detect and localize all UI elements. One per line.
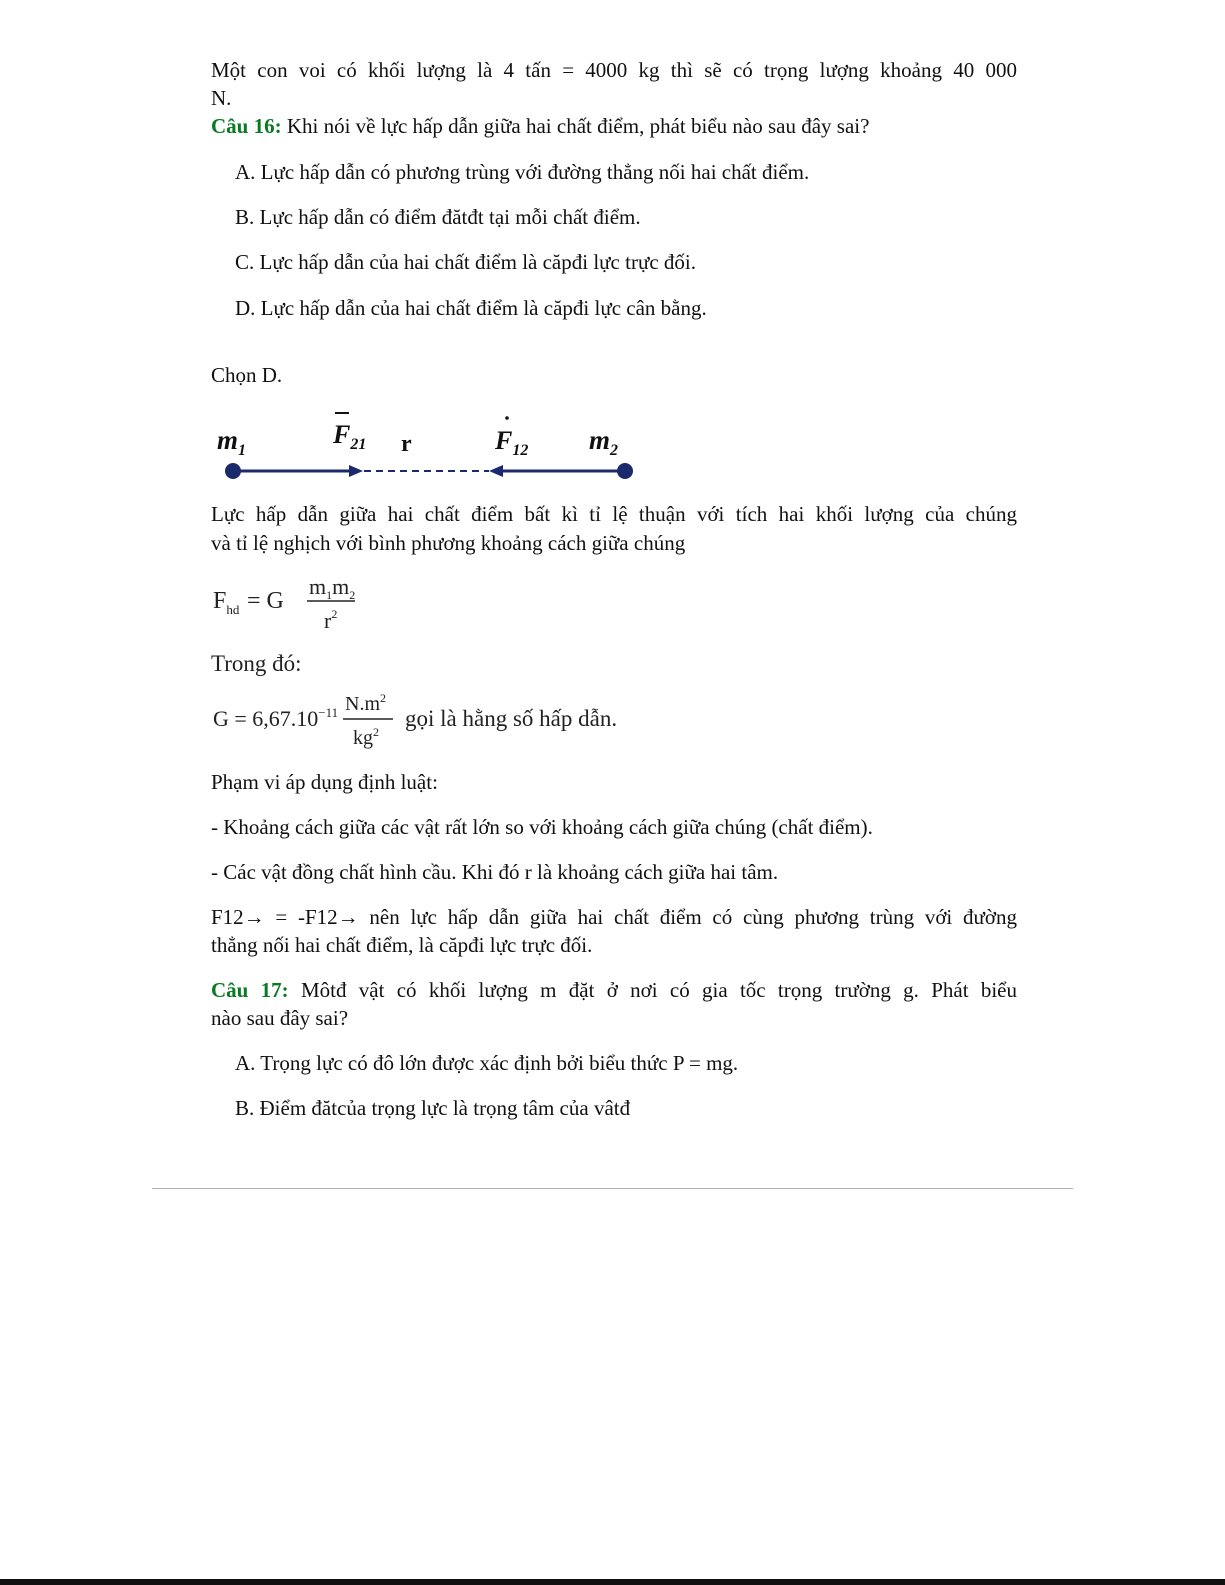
- question-17-text: Môtđ vật có khối lượng m đặt ở nơi có gia tốc trọng trường g. Phát biểu: [288, 978, 1018, 1002]
- scope-title: Phạm vi áp dụng định luật:: [211, 770, 438, 794]
- gconst-num-sup: 2: [380, 691, 386, 705]
- label-m1-sub: 1: [238, 442, 247, 459]
- mass-1-dot: [225, 463, 241, 479]
- formula-f: F: [213, 588, 227, 614]
- gconst-text: gọi là hằng số hấp dẫn.: [405, 706, 618, 731]
- svg-text:m1m2: [309, 574, 355, 602]
- formula-eq-g: = G: [247, 588, 284, 614]
- formula-num-sub1: 1: [326, 588, 333, 602]
- question-17-label: Câu 17:: [211, 978, 289, 1002]
- question-17-line-2: nào sau đây sai?: [211, 1006, 349, 1030]
- gconst-den: kg: [353, 727, 373, 749]
- explanation-line-2: và tỉ lệ nghịch với bình phương khoảng cách giữa chúng: [211, 531, 686, 555]
- page-bottom-edge: [0, 1579, 1225, 1585]
- svg-text:kg2: [353, 725, 379, 749]
- arrow-f21-head: [349, 465, 363, 477]
- label-f21-sub: 21: [350, 436, 367, 453]
- question-16: [211, 112, 869, 140]
- vector-line-2: thẳng nối hai chất điểm, là căpđi lực trực đối.: [211, 933, 593, 957]
- gconst-den-sup: 2: [373, 725, 379, 739]
- intro-line-1: Một con voi có khối lượng là 4 tấn = 4000 kg thì sẽ có trọng lượng khoảng 40 000: [211, 58, 1017, 82]
- label-m1: [217, 425, 246, 459]
- label-r: r: [401, 431, 412, 457]
- gravitational-constant: [211, 688, 671, 756]
- label-m2-main: m: [589, 425, 611, 455]
- label-f12: [494, 426, 528, 459]
- question-16-text: Khi nói về lực hấp dẫn giữa hai chất điểm, phát biểu nào sau đây sai?: [281, 114, 870, 138]
- q16-option-b: B. Lực hấp dẫn có điểm đătđt tại mỗi chất điểm.: [235, 205, 641, 229]
- q16-option-a: A. Lực hấp dẫn có phương trùng với đường thẳng nối hai chất điểm.: [235, 160, 810, 184]
- svg-text:Fhd: [213, 588, 240, 617]
- where-label: Trong đó:: [211, 651, 302, 676]
- q16-option-c: C. Lực hấp dẫn của hai chất điểm là căpđi lực trực đối.: [235, 250, 696, 274]
- label-f12-sub: 12: [512, 442, 529, 459]
- question-17: [211, 976, 1017, 1004]
- label-m2: [589, 425, 618, 459]
- label-m1-main: m: [217, 425, 239, 455]
- formula-f-sub: hd: [226, 602, 240, 617]
- formula-den-sup: 2: [331, 607, 338, 621]
- label-f12-main: F: [495, 426, 513, 455]
- f12-dot-accent: [505, 416, 509, 420]
- label-f21: [332, 420, 366, 453]
- scope-item-1: - Khoảng cách giữa các vật rất lớn so với khoảng cách giữa chúng (chất điểm).: [211, 815, 873, 839]
- scope-item-2: - Các vật đồng chất hình cầu. Khi đó r là khoảng cách giữa hai tâm.: [211, 860, 779, 884]
- arrow-f12-head: [489, 465, 503, 477]
- mass-2-dot: [617, 463, 633, 479]
- formula-den-r: r: [324, 608, 332, 633]
- q16-option-d: D. Lực hấp dẫn của hai chất điểm là căpđi lực cân bằng.: [235, 296, 707, 320]
- svg-text:N.m2: [345, 691, 386, 715]
- gravity-formula: [211, 568, 371, 638]
- q16-answer: Chọn D.: [211, 363, 283, 387]
- label-m2-sub: 2: [610, 442, 619, 459]
- formula-num-sub2: 2: [349, 588, 356, 602]
- intro-line-2: N.: [211, 86, 232, 110]
- gconst-lhs: G = 6,67.10: [213, 706, 319, 731]
- formula-num-m2: m: [332, 574, 350, 599]
- svg-text:r2: [324, 607, 337, 633]
- vector-line-1: F12→ = -F12→ nên lực hấp dẫn giữa hai chất điểm có cùng phương trùng với đường: [211, 905, 1017, 929]
- label-f21-main: F: [333, 420, 351, 449]
- gravitation-force-diagram: [211, 405, 647, 487]
- page-divider: [152, 1188, 1073, 1189]
- question-16-label: Câu 16:: [211, 114, 282, 138]
- explanation-line-1: Lực hấp dẫn giữa hai chất điểm bất kì tỉ lệ thuận với tích hai khối lượng của chúng: [211, 502, 1017, 526]
- gconst-num: N.m: [345, 693, 380, 715]
- q17-option-a: A. Trọng lực có đô lớn được xác định bởi biểu thức P = mg.: [235, 1051, 739, 1075]
- svg-text:G = 6,67.10−11: [213, 705, 338, 731]
- formula-num-m1: m: [309, 574, 327, 599]
- gconst-exp: −11: [318, 705, 339, 720]
- q17-option-b: B. Điểm đătcủa trọng lực là trọng tâm của vâtđ: [235, 1096, 631, 1120]
